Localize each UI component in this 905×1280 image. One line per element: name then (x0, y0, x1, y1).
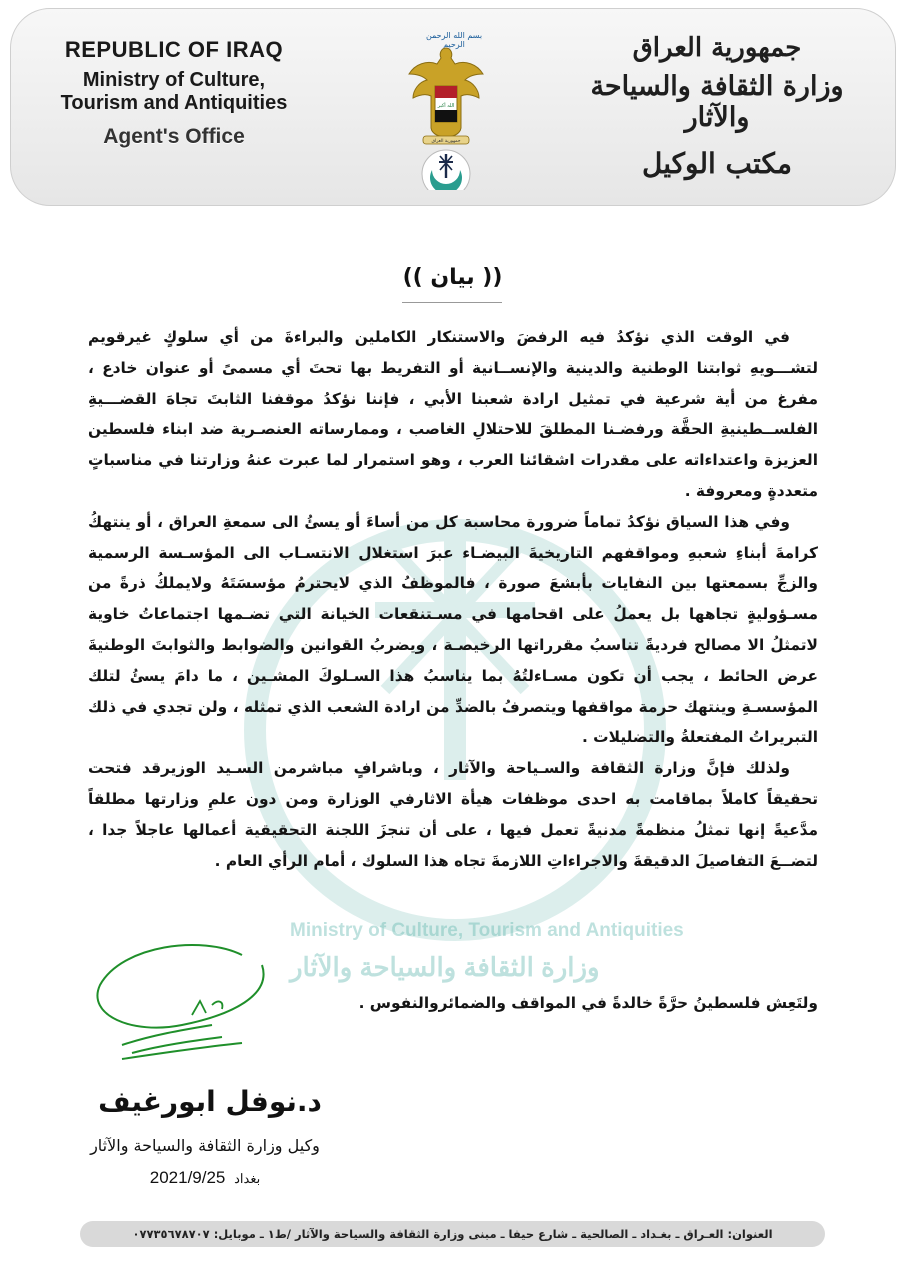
emblem-text: الله أكبر (437, 103, 455, 109)
emblem-banner: جمهورية العراق (431, 139, 461, 144)
english-ministry-line1: Ministry of Culture, (82, 69, 266, 91)
handwritten-signature-icon (92, 935, 292, 1075)
arabic-office: مكتب الوكيل (642, 147, 792, 180)
basmala: بسم الله الرحمن الرحيم (425, 31, 483, 49)
ministry-logo-icon (422, 150, 470, 190)
arabic-letterhead (567, 33, 867, 180)
eagle-icon (409, 48, 483, 144)
signatory-name: د.نوفل ابورغيف (98, 1085, 322, 1118)
english-republic: REPUBLIC OF IRAQ (64, 37, 284, 62)
closing-line: ولتَعِش فلسطينُ حرَّةً خالدةً في المواقف والضمائروالنفوس . (358, 994, 818, 1012)
arabic-republic: جمهورية العراق (632, 33, 802, 63)
english-ministry (39, 69, 309, 115)
iraq-eagle-emblem-icon (407, 40, 485, 190)
paragraph-1: في الوقت الذي نؤكدُ فيه الرفضَ والاستنكار الكاملين والبراءةَ من أي سلوكٍ غيرقويم لتشـــويهِ ثوابتنا الوطنية والدينية والإنســانية أو التفريط بها تحتَ أي مسمىً أو عنوان خادع ، مفرغ من أية شرعية في تمثيل ارادة شعبنا الأبي ، فإننا نؤكدُ موقفنا الثابتَ تجاهَ القضـــيةِ الفلســطينيةِ الحقَّة ورفضـنا المطلقَ للاحتلالِ الغاصب ، وممارساته العنصـرية ضد ابناء فلسطين العزيزة واعتداءاته على مقدرات اشقائنا العرب ، وهو استمرار لما عبرت عنهُ وزارتنا في مناسباتٍ متعددةٍ ومعروفة . (88, 328, 818, 500)
statement-body (88, 322, 818, 876)
footer-address: العنوان: العـراق ـ بغـداد ـ الصالحية ـ شارع حيفا ـ مبنى وزارة الثقافة والسياحة والآثار /ط١ ـ موبايل: ٠٧٧٣٥٦٧٨٧٠٧ (80, 1221, 825, 1247)
watermark-arabic: وزارة الثقافة والسياحة والآثار (290, 952, 600, 982)
watermark-english: Ministry of Culture, Tourism and Antiquities (290, 920, 684, 941)
english-letterhead (39, 37, 309, 149)
place: بغداد (234, 1171, 261, 1186)
place-and-date (120, 1168, 290, 1188)
date: 2021/9/25 (149, 1168, 226, 1187)
paragraph-2: وفي هذا السياق نؤكدُ تماماً ضرورة محاسبة كل من أساءَ أو يسئُ الى سمعةِ العراق ، أو ينتهكُ كرامةَ أبناءِ شعبهِ ومواقفهم التاريخيةَ البيضـاء عبرَ استغلال الانتسـاب الى المؤسـسة الرسمية والزجِّ بسمعتها بين النفايات بأبشعَ صورة ، فالموظفُ الذي لايحترمُ مؤسسَتَهُ ولايملكُ ذرةً من مسـؤوليةٍ تجاهها بل يعملُ على اقحامها في مسـتنقعات الخيانة التي تضـمها اجتماعاتُ خاوية لاتمثلُ الا مصالح فرديةً تناسبُ مقرراتها الرخيصـة ، ويضربُ القوانين والضوابط والثوابتَ الوطنيةَ عرض الحائط ، يجب أن تكون مسـاءلتُهُ بما يناسبُ هذا السـلوكَ المشـين ، ما دامَ يسئُ لتلك المؤسسـةِ وينتهك حرمة مواقفها ويتصرفُ بالضدِّ من ارادة الشعب الذي تمثله ، ولن تجدي في ذلك التبريراتُ المفتعلةُ والتضليلات . (88, 512, 818, 747)
english-office: Agent's Office (103, 125, 245, 148)
paragraph-3: ولذلك فإنَّ وزارة الثقافة والسـياحة والآثار ، وباشرافٍ مباشرمن السـيد الوزيرقد فتحت تحقيقاً كاملاً بماقامت به احدى موظفات هيأة الاثارفي الوزارة ومن دون علمِ وزارتها مطلقاً مدَّعيةً إنها تمثلُ منظمةً مدنيةً تعمل فيها ، على أن تنجزَ اللجنة التحقيقية أعمالها عاجلاً جدا ، لتضــعَ التفاصيلَ الدقيقةَ والاجراءاتِ اللازمةَ تجاه هذا السلوك ، أمام الرأي العام . (88, 759, 818, 870)
english-ministry-line2: Tourism and Antiquities (60, 92, 288, 114)
title-underline (402, 302, 502, 303)
statement-title: (( بيان )) (402, 265, 503, 290)
arabic-ministry: وزارة الثقافة والسياحة والآثار (590, 71, 844, 133)
signatory-title: وكيل وزارة الثقافة والسياحة والآثار (90, 1136, 320, 1155)
